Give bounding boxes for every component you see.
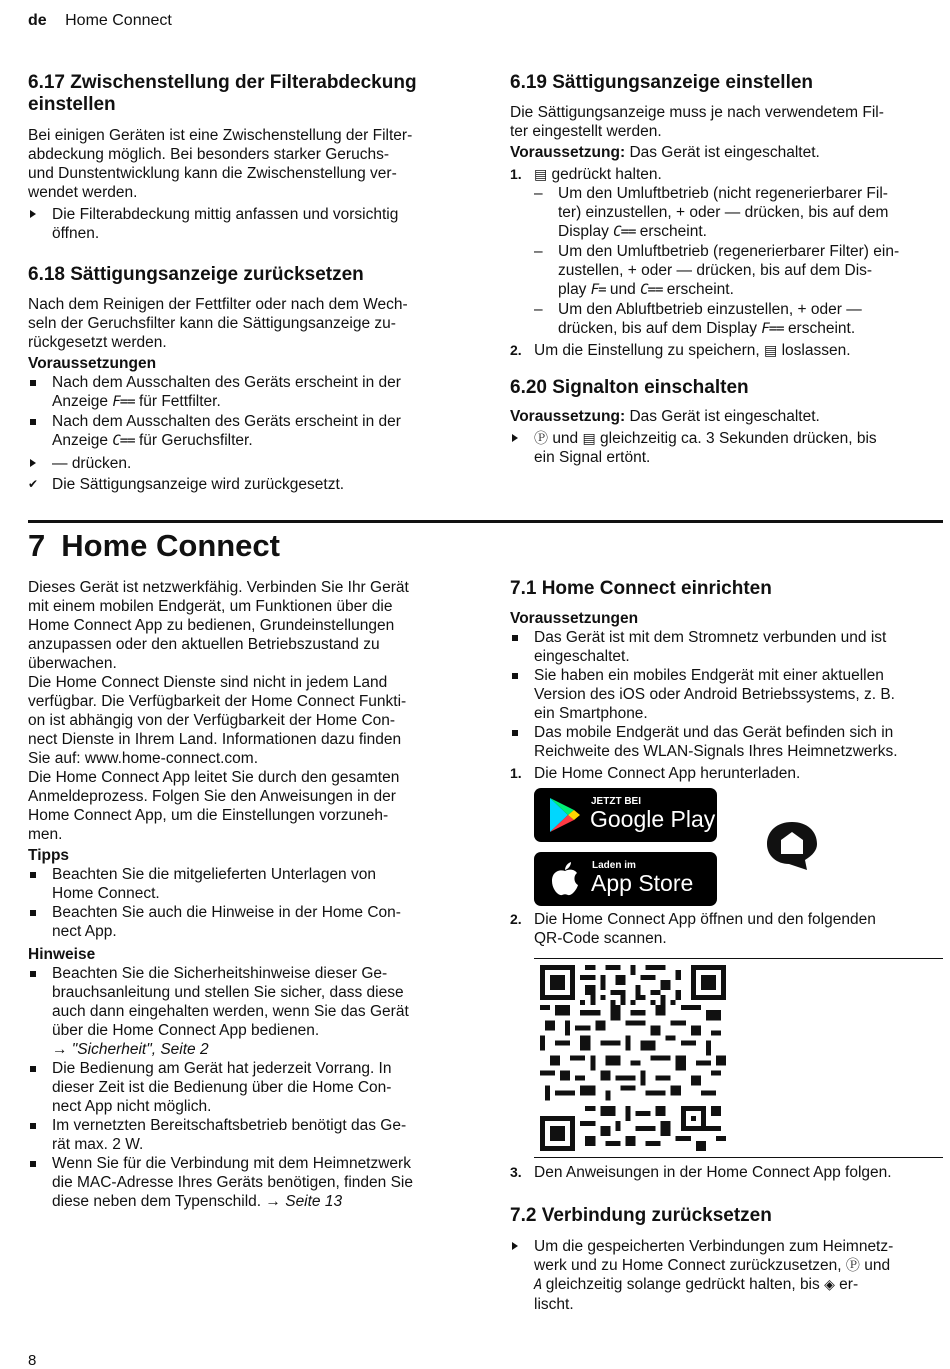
note-item: Die Bedienung am Gerät hat jederzeit Vorrang. In dieser Zeit ist die Bedienung über die Home Con- nect App nicht möglich. [28, 1059, 468, 1116]
section-6-19 [510, 72, 940, 360]
vol-button-icon: ▤ [764, 342, 778, 358]
text-line: Nach dem Reinigen der Fettfilter oder nach dem Wech- [28, 296, 408, 313]
note-item: Beachten Sie die Sicherheitshinweise dieser Ge- brauchsanleitung und stellen Sie sicher, dass diese auch dann eingehalten werden, wenn Sie das Gerät über die Home Connect App bedienen. → "Sicherheit", Seite 2 [28, 964, 468, 1059]
text-line: und Dunstentwicklung kann die Zwischenstellung ver- [28, 165, 397, 182]
display-symbol-icon: A [534, 1277, 542, 1293]
google-play-badge[interactable]: JETZT BEI Google Play [534, 788, 717, 842]
instruction-step: — drücken. [28, 454, 468, 473]
google-play-icon [548, 797, 582, 833]
requirement-line: Voraussetzung: Das Gerät ist eingeschaltet. [510, 408, 820, 425]
section-title: 6.20 Signalton einschalten [510, 377, 749, 398]
text-line: überwachen. [28, 655, 117, 672]
display-symbol-icon: F== [761, 321, 784, 337]
chapter-divider [28, 520, 943, 523]
text-line: Home Connect App, um die Einstellungen vorzuneh- [28, 807, 389, 824]
section-title: 6.19 Sättigungsanzeige einstellen [510, 72, 814, 93]
section-6-17 [28, 72, 468, 243]
sub-step: – Um den Umluftbetrieb (regenerierbarer Filter) ein- zustellen, + oder — drücken, bis auf dem Dis- play F= und C== erscheint. [510, 242, 940, 300]
display-symbol-icon: F== [112, 394, 135, 410]
result-item: ✔ Die Sättigungsanzeige wird zurückgesetzt. [28, 475, 468, 494]
text-line: men. [28, 826, 63, 843]
numbered-step: 1. ▤ gedrückt halten. [510, 166, 662, 183]
chapter-intro [28, 578, 468, 1211]
text-line: Sie auf: www.home-connect.com. [28, 750, 259, 767]
text-line: Anmeldeprozess. Folgen Sie den Anweisungen in der [28, 788, 396, 805]
minus-icon: — [52, 455, 68, 472]
section-6-20 [510, 377, 940, 467]
safety-page-link[interactable]: → "Sicherheit", Seite 2 [52, 1041, 209, 1058]
text-line: rückgesetzt werden. [28, 334, 167, 351]
text-line: ter eingestellt werden. [510, 123, 662, 140]
page-13-link[interactable]: → Seite 13 [265, 1193, 343, 1210]
app-store-badge[interactable]: Laden im App Store [534, 852, 717, 906]
text-line: Bei einigen Geräten ist eine Zwischenstellung der Filter- [28, 127, 413, 144]
power-icon: Ⓟ [845, 1257, 860, 1273]
power-icon: Ⓟ [534, 430, 548, 446]
plus-icon: + [676, 204, 686, 221]
text-line: wendet werden. [28, 184, 138, 201]
section-title: 7.2 Verbindung zurücksetzen [510, 1205, 772, 1226]
qr-code[interactable] [540, 965, 726, 1151]
vol-button-icon: ▤ [534, 166, 548, 182]
instruction-step: Die Filterabdeckung mittig anfassen und vorsichtig öffnen. [28, 205, 468, 243]
tip-item: Beachten Sie die mitgelieferten Unterlagen von Home Connect. [28, 865, 468, 903]
section-6-18 [28, 264, 468, 494]
text-line: on ist abhängig von der Verfügbarkeit der Home Con- [28, 712, 396, 729]
requirement-item: Das Gerät ist mit dem Stromnetz verbunden und ist eingeschaltet. [510, 628, 940, 666]
text-line: Die Sättigungsanzeige muss je nach verwendetem Fil- [510, 104, 884, 121]
page-number: 8 [28, 1352, 37, 1369]
section-7-1 [510, 578, 940, 783]
text-line: Die Home Connect App leitet Sie durch den gesamten [28, 769, 400, 786]
text-line: Dieses Gerät ist netzwerkfähig. Verbinden Sie Ihr Gerät [28, 579, 409, 596]
minus-icon: — [724, 204, 741, 221]
text-line: verfügbar. Die Verfügbarkeit der Home Connect Funkti- [28, 693, 407, 710]
requirement-line: Voraussetzung: Das Gerät ist eingeschaltet. [510, 144, 820, 161]
step-3-block [510, 1163, 940, 1182]
text-line: anzupassen oder den aktuellen Betriebszustand zu [28, 636, 380, 653]
vol-button-icon: ▤ [582, 430, 596, 446]
text-line: seln der Geruchsfilter kann die Sättigungsanzeige zu- [28, 315, 396, 332]
section-title: 6.18 Sättigungsanzeige zurücksetzen [28, 264, 364, 285]
plus-icon: + [797, 301, 807, 318]
tip-item: Beachten Sie auch die Hinweise in der Home Con- nect App. [28, 903, 468, 941]
plus-icon: + [627, 262, 637, 279]
sub-step: – Um den Umluftbetrieb (nicht regenerierbarer Fil- ter) einzustellen, + oder — drücken, bis auf dem Display C== erscheint. [510, 184, 940, 242]
display-symbol-icon: C== [112, 433, 135, 449]
apple-icon [549, 861, 581, 897]
text-line: Die Home Connect Dienste sind nicht in jedem Land [28, 674, 388, 691]
wifi-icon: ◈ [824, 1276, 835, 1292]
text-line: Home Connect App zu bedienen, Grundeinstellungen [28, 617, 395, 634]
qr-bottom-rule [534, 1157, 943, 1158]
numbered-step: 3. Den Anweisungen in der Home Connect App folgen. [510, 1164, 892, 1181]
section-7-2 [510, 1205, 940, 1314]
text-line: mit einem mobilen Endgerät, um Funktionen über die [28, 598, 393, 615]
numbered-step: 2. Um die Einstellung zu speichern, ▤ loslassen. [510, 342, 851, 359]
numbered-step: 1. Die Home Connect App herunterladen. [510, 765, 801, 782]
header-title: Home Connect [65, 12, 172, 29]
numbered-step: 2. Die Home Connect App öffnen und den folgenden QR-Code scannen. [510, 911, 876, 947]
requirements-heading: Voraussetzungen [28, 355, 157, 372]
text-line: nect Dienste in Ihrem Land. Informationen dazu finden [28, 731, 402, 748]
instruction-step: Um die gespeicherten Verbindungen zum Heimnetz- werk und zu Home Connect zurückzusetzen, Ⓟ und A gleichzeitig solange gedrückt halten, bis ◈ er- lischt. [510, 1237, 940, 1314]
section-title: 6.17 Zwischenstellung der Filterabdeckung einstellen [28, 72, 417, 115]
display-symbol-icon: C== [613, 224, 636, 240]
notes-heading: Hinweise [28, 946, 96, 963]
text-line: abdeckung möglich. Bei besonders starker Geruchs- [28, 146, 389, 163]
requirement-item: Das mobile Endgerät und das Gerät befinden sich in Reichweite des WLAN-Signals Ihres Heimnetzwerks. [510, 723, 940, 761]
language-code: de [28, 12, 47, 29]
requirement-item: Nach dem Ausschalten des Geräts erscheint in der Anzeige C== für Geruchsfilter. [28, 412, 468, 451]
instruction-step: Ⓟ und ▤ gleichzeitig ca. 3 Sekunden drücken, bis ein Signal ertönt. [510, 429, 940, 467]
tips-heading: Tipps [28, 847, 70, 864]
home-connect-logo-icon [765, 820, 819, 872]
requirement-item: Sie haben ein mobiles Endgerät mit einer aktuellen Version des iOS oder Android Betriebssystems, z. B. ein Smartphone. [510, 666, 940, 723]
page-header [28, 12, 172, 30]
display-symbol-icon: C== [640, 282, 663, 298]
chapter-title: 7 Home Connect [28, 528, 280, 563]
requirements-heading: Voraussetzungen [510, 610, 639, 627]
note-item: Im vernetzten Bereitschaftsbetrieb benötigt das Ge- rät max. 2 W. [28, 1116, 468, 1154]
qr-top-rule [534, 958, 943, 959]
step-2-block [510, 910, 940, 948]
sub-step: – Um den Abluftbetrieb einzustellen, + oder — drücken, bis auf dem Display F== erscheint. [510, 300, 940, 339]
requirement-item: Nach dem Ausschalten des Geräts erscheint in der Anzeige F== für Fettfilter. [28, 373, 468, 412]
display-symbol-icon: F= [590, 282, 606, 298]
minus-icon: — [846, 301, 862, 318]
section-title: 7.1 Home Connect einrichten [510, 578, 772, 599]
note-item: Wenn Sie für die Verbindung mit dem Heimnetzwerk die MAC-Adresse Ihres Geräts benötigen, finden Sie diese neben dem Typenschild. → Seite 13 [28, 1154, 468, 1211]
minus-icon: — [676, 262, 693, 279]
